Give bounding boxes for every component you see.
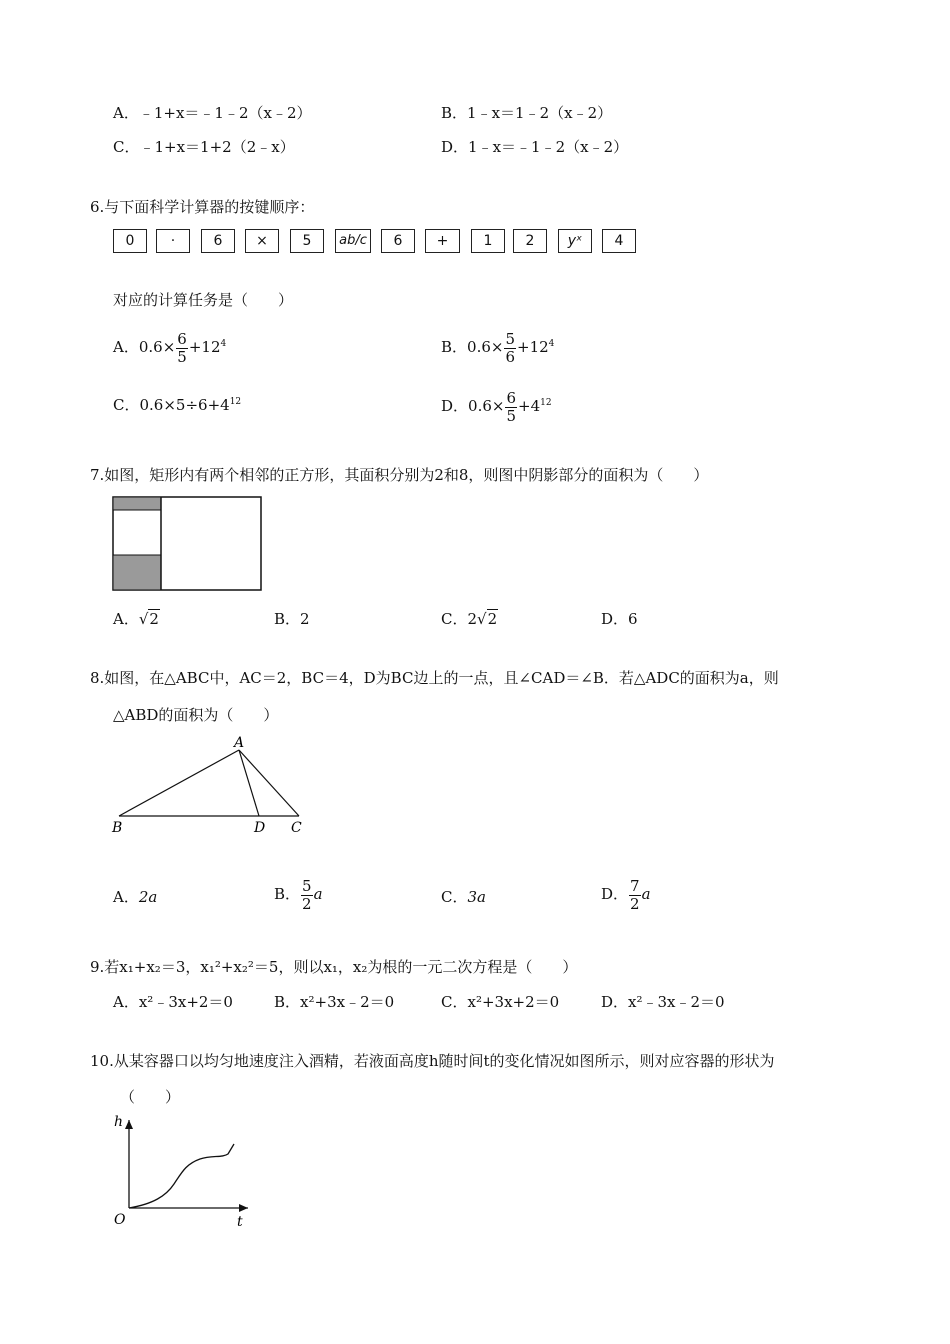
shaded-region-bottom [113, 555, 161, 590]
q10-graph-figure [108, 1112, 258, 1234]
q5-option-d: D．1﹣x＝﹣1﹣2（x﹣2） [441, 138, 629, 156]
q5-option-c: C．﹣1+x＝1+2（2﹣x） [113, 138, 295, 156]
calc-key-4: 4 [602, 229, 636, 253]
point-label-a: A [234, 735, 245, 751]
q7-option-d: D．6 [601, 610, 638, 628]
q6-stem: 6.与下面科学计算器的按键顺序： [90, 198, 315, 216]
sqrt-sign: √2 [138, 610, 159, 628]
q8-option-d: D． $\frac{7}{2}$ a [601, 876, 651, 913]
calc-key-5: 5 [290, 229, 324, 253]
q9-option-d: D．x²﹣3x﹣2＝0 [601, 993, 725, 1011]
q6-option-b: B．0.6× $\frac{5}{6}$ $+12^4$ [441, 329, 555, 366]
calc-key-6: 6 [201, 229, 235, 253]
q8-stem-line1: 8.如图，在△ABC中，AC＝2，BC＝4，D为BC边上的一点，且∠CAD＝∠B．若△ADC的面积为a，则 [90, 669, 779, 687]
q7-option-b: B．2 [274, 610, 310, 628]
q8-triangle-figure [110, 732, 310, 838]
segment-ab [119, 750, 239, 816]
q7-stem: 7.如图，矩形内有两个相邻的正方形，其面积分别为2和8，则图中阴影部分的面积为（ ） [90, 466, 709, 484]
q9-option-b: B．x²+3x﹣2＝0 [274, 993, 395, 1011]
y-axis-arrow-icon [125, 1120, 133, 1129]
segment-ac [239, 750, 299, 816]
calc-key-0: 0 [113, 229, 147, 253]
q6-sub-stem: 对应的计算任务是（ ） [113, 291, 294, 309]
q8-option-b: B． $\frac{5}{2}$ a [274, 876, 323, 913]
q7-option-c: C．2√2 [441, 610, 498, 628]
point-label-d: D [254, 820, 266, 836]
calc-key-power: yˣ [558, 229, 592, 253]
q10-stem-line1: 10.从某容器口以均匀地速度注入酒精，若液面高度h随时间t的变化情况如图所示，则对应容器的形状为 [90, 1052, 775, 1070]
q8-stem-line2: △ABD的面积为（ ） [113, 706, 279, 724]
point-label-c: C [291, 820, 302, 836]
sqrt-sign: √2 [477, 610, 498, 628]
shaded-region-top [113, 497, 161, 510]
x-axis-arrow-icon [239, 1204, 248, 1212]
q6-option-d: D．0.6× $\frac{6}{5}$ $+4^{12}$ [441, 388, 552, 425]
segment-ad [239, 750, 259, 816]
calc-key-1: 1 [471, 229, 505, 253]
calc-key-fraction: ab/c [335, 229, 371, 253]
q5-option-b: B．1﹣x＝1﹣2（x﹣2） [441, 104, 613, 122]
calc-key-6b: 6 [381, 229, 415, 253]
calc-key-2: 2 [513, 229, 547, 253]
q7-option-a: A．√2 [113, 610, 159, 628]
q9-option-c: C．x²+3x+2＝0 [441, 993, 560, 1011]
calc-key-times: × [245, 229, 279, 253]
calc-key-dot: · [156, 229, 190, 253]
y-axis-label: h [114, 1114, 124, 1130]
x-axis-label: t [237, 1214, 243, 1230]
q5-option-a: A．﹣1+x＝﹣1﹣2（x﹣2） [113, 104, 312, 122]
q9-stem: 9.若x₁+x₂＝3，x₁²+x₂²＝5，则以x₁，x₂为根的一元二次方程是（ ） [90, 958, 578, 976]
q7-rectangle-figure [112, 496, 264, 594]
q9-option-a: A．x²﹣3x+2＝0 [113, 993, 233, 1011]
q6-option-c: C．$0.6\times 5\div 6+4^{12}$ [113, 396, 242, 414]
q8-option-a: A．2a [113, 888, 158, 906]
q6-option-a: A．0.6× $\frac{6}{5}$ $+12^4$ [113, 329, 227, 366]
q8-option-c: C．3a [441, 888, 486, 906]
origin-label: O [114, 1212, 126, 1228]
q10-stem-line2: （ ） [120, 1088, 181, 1106]
point-label-b: B [112, 820, 123, 836]
calc-key-plus: + [425, 229, 460, 253]
height-curve [129, 1144, 234, 1208]
